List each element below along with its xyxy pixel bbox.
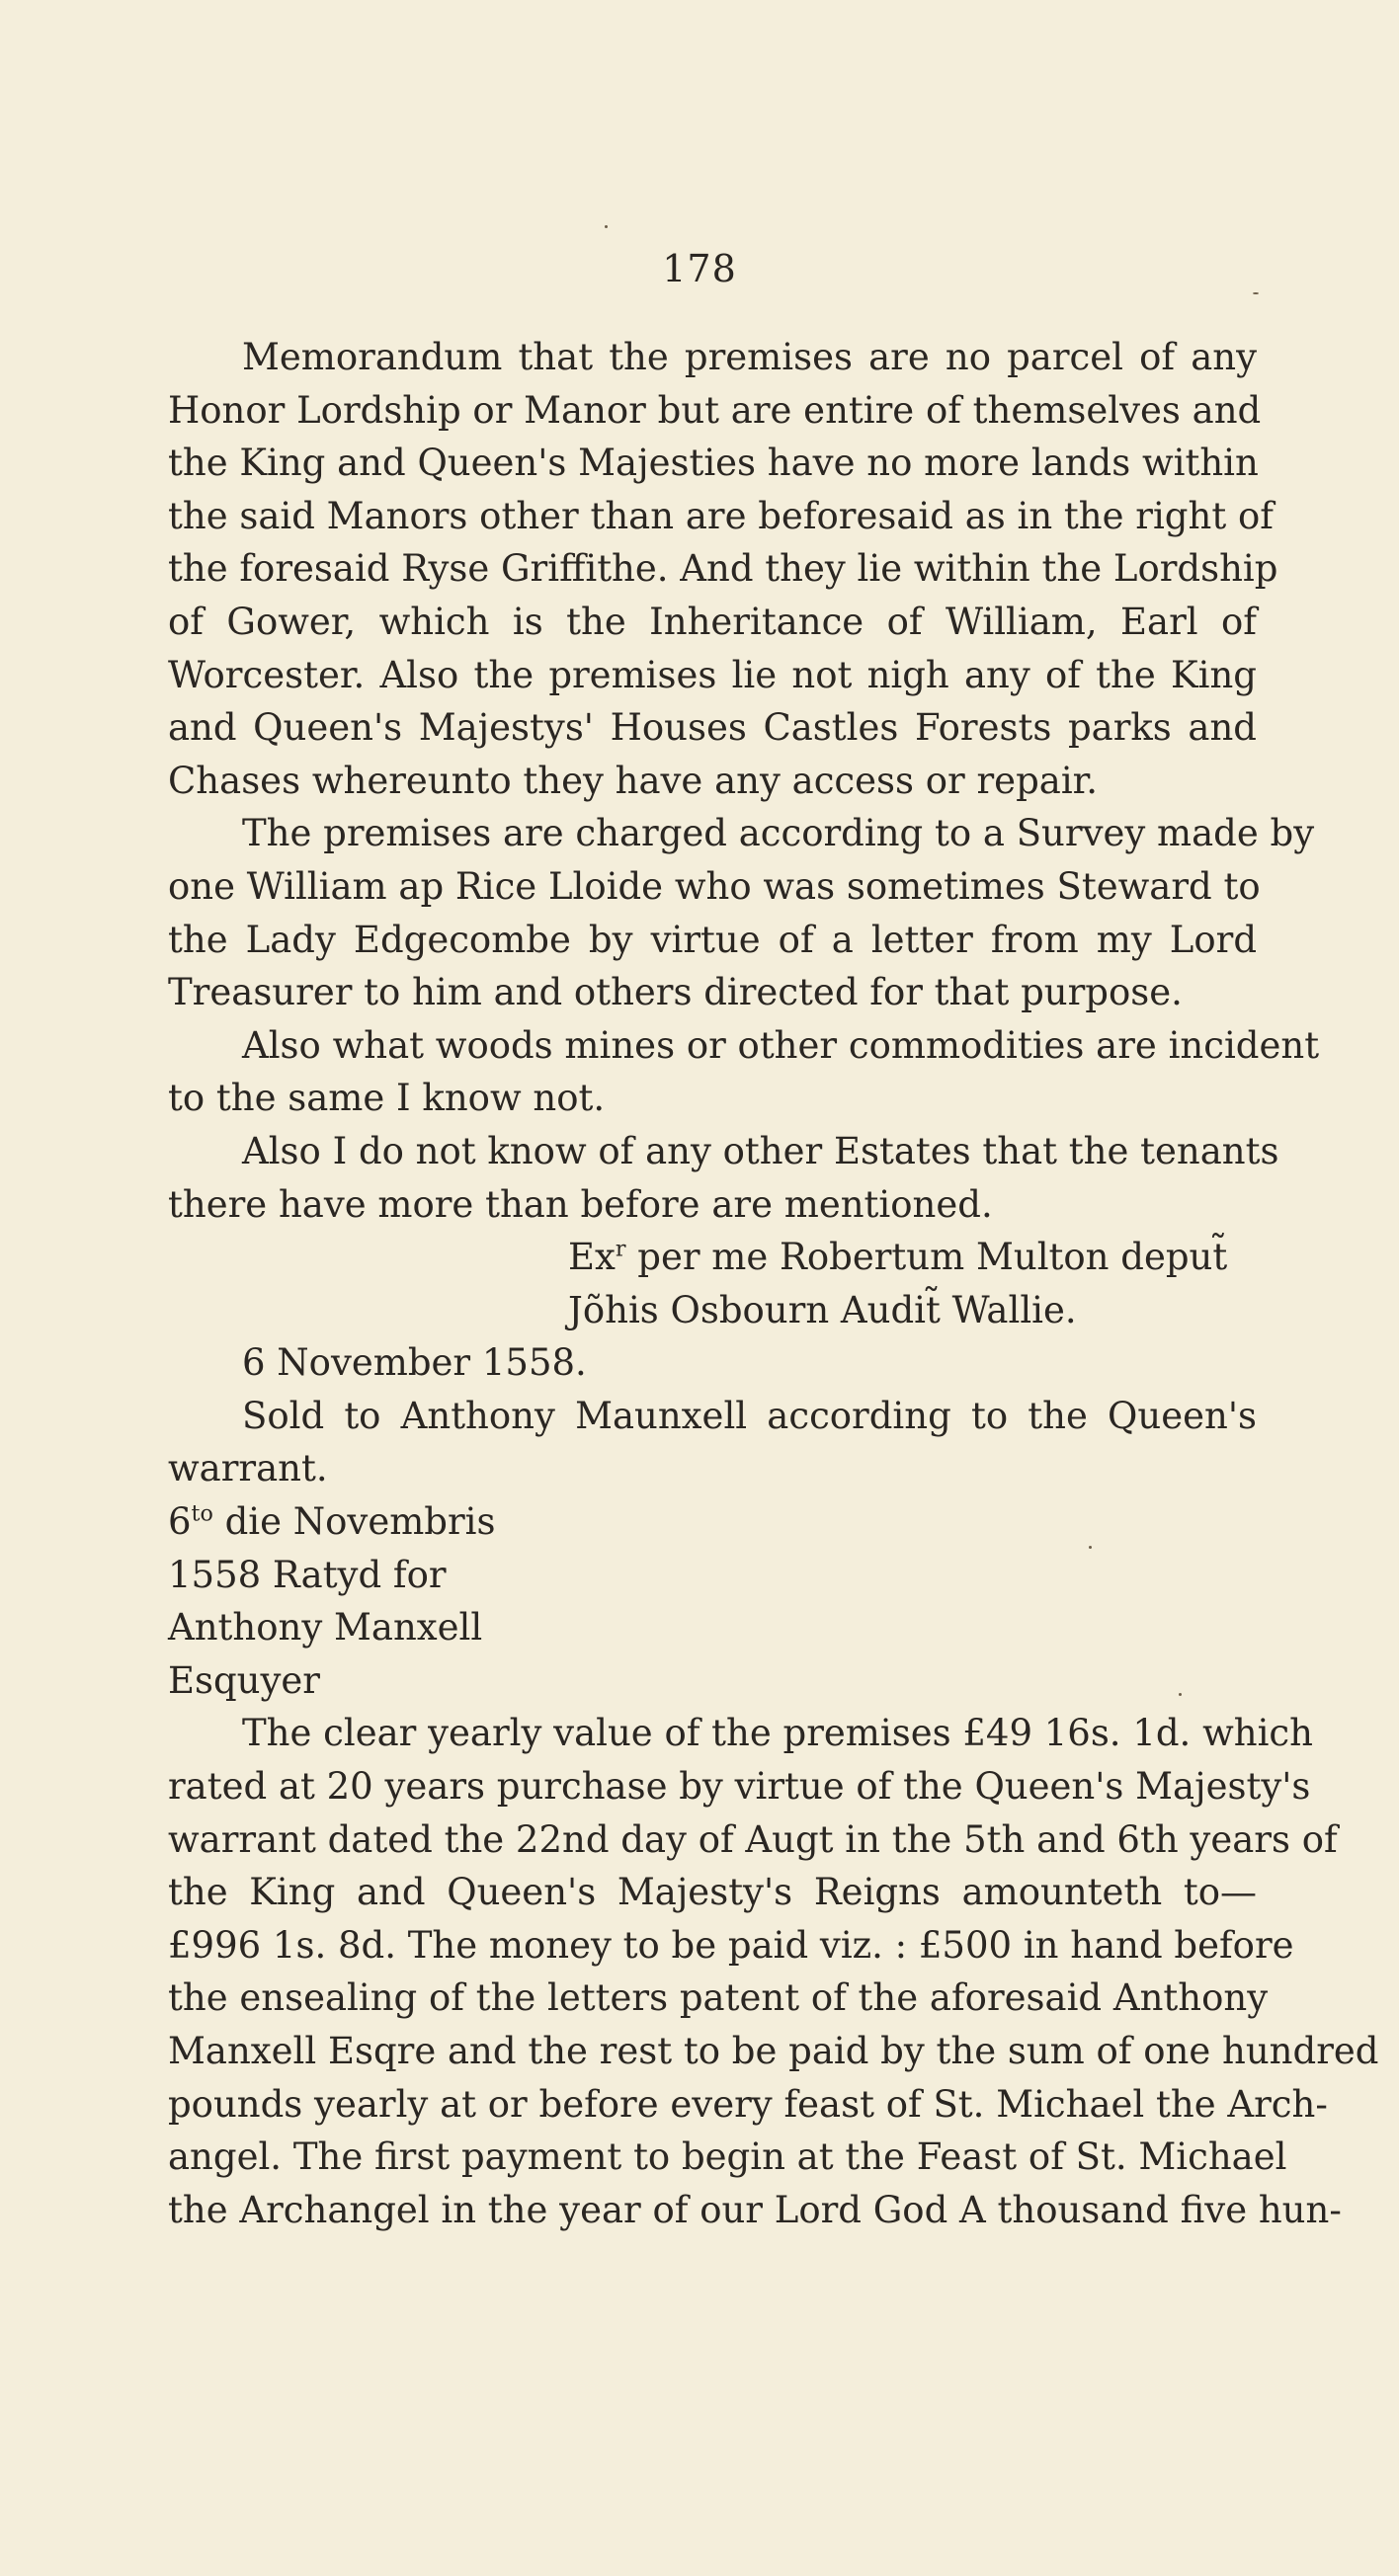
paragraph-estates [168, 1125, 1279, 1231]
text-line: the Lady Edgecombe by virtue of a letter from my Lord [168, 918, 1257, 961]
scan-speck [1179, 1693, 1182, 1696]
text-line: the ensealing of the letters patent of the aforesaid Anthony [168, 1976, 1269, 2020]
note-superscript: to [191, 1500, 213, 1527]
text-line: Also I do not know of any other Estates that the tenants [242, 1129, 1279, 1172]
text-line: Memorandum that the premises are no parcel of any [242, 336, 1257, 378]
scan-speck [1089, 1546, 1092, 1549]
note-line-4: Esquyer [168, 1658, 320, 1702]
text-line: one William ap Rice Lloide who was sometimes Steward to [168, 864, 1261, 908]
note-line-1 [168, 1495, 1257, 1549]
note-text: die Novembris [212, 1500, 496, 1544]
text-line: of Gower, which is the Inheritance of William, Earl of [168, 600, 1257, 643]
paragraph-survey [168, 807, 1315, 1018]
text-line: the foresaid Ryse Griffithe. And they lie within the Lordship [168, 547, 1278, 591]
text-line: rated at 20 years purchase by virtue of the Queen's Majesty's [168, 1765, 1311, 1809]
text-line: the Archangel in the year of our Lord God A thousand five hun- [168, 2188, 1342, 2231]
page-body [168, 331, 1379, 2236]
text-line: the said Manors other than are beforesaid as in the right of [168, 494, 1274, 537]
text-line: Honor Lordship or Manor but are entire of themselves and [168, 388, 1262, 432]
text-line: Worcester. Also the premises lie not nigh any of the King [168, 653, 1257, 696]
scan-speck [1253, 292, 1259, 294]
text-line: warrant. [168, 1447, 328, 1490]
signature-line-2: Jõhis Osbourn Audit̃ Wallie. [568, 1288, 1077, 1331]
text-line: Treasurer to him and others directed for that purpose. [168, 971, 1183, 1014]
signature-text: per me Robertum Multon deput̃ [625, 1236, 1228, 1279]
date-line [168, 1336, 1257, 1390]
paragraph-woods [168, 1019, 1320, 1125]
signature-superscript: r [615, 1236, 626, 1262]
text-line: warrant dated the 22nd day of Augt in the 5th and 6th years of [168, 1817, 1338, 1861]
text-line: pounds yearly at or before every feast of St. Michael the Arch- [168, 2082, 1328, 2126]
page-number: 178 [662, 247, 737, 290]
signature-block [168, 1231, 1257, 1336]
note-day: 6 [168, 1500, 192, 1544]
date-text: 6 November 1558. [242, 1341, 587, 1385]
text-line: angel. The first payment to begin at the Feast of St. Michael [168, 2135, 1287, 2179]
text-line: Sold to Anthony Maunxell according to the Queen's [242, 1394, 1257, 1437]
text-line: The premises are charged according to a Survey made by [242, 812, 1315, 855]
text-line: Also what woods mines or other commodities are incident [242, 1023, 1320, 1067]
marginal-note [168, 1495, 1257, 1707]
text-line: Manxell Esqre and the rest to be paid by the sum of one hundred [168, 2030, 1379, 2072]
text-line: £996 1s. 8d. The money to be paid viz. : £500 in hand before [168, 1923, 1294, 1967]
paragraph-memorandum [168, 331, 1278, 807]
text-line: Chases whereunto they have any access or repair. [168, 759, 1099, 802]
scan-speck [605, 225, 608, 228]
signature-line-1 [568, 1231, 1257, 1284]
signature-abbrev: Ex [568, 1236, 616, 1279]
text-line: the King and Queen's Majesty's Reigns amounteth to— [168, 1871, 1257, 1914]
paragraph-sold [168, 1390, 1257, 1495]
note-line-2: 1558 Ratyd for [168, 1553, 447, 1596]
text-line: there have more than before are mentioned. [168, 1182, 993, 1226]
text-line: to the same I know not. [168, 1077, 606, 1120]
text-line: the King and Queen's Majesties have no more lands within [168, 442, 1259, 485]
paragraph-value [168, 1707, 1379, 2236]
text-line: The clear yearly value of the premises £49 16s. 1d. which [242, 1712, 1313, 1755]
text-line: and Queen's Majestys' Houses Castles Forests parks and [168, 706, 1257, 750]
note-line-3: Anthony Manxell [168, 1606, 483, 1650]
